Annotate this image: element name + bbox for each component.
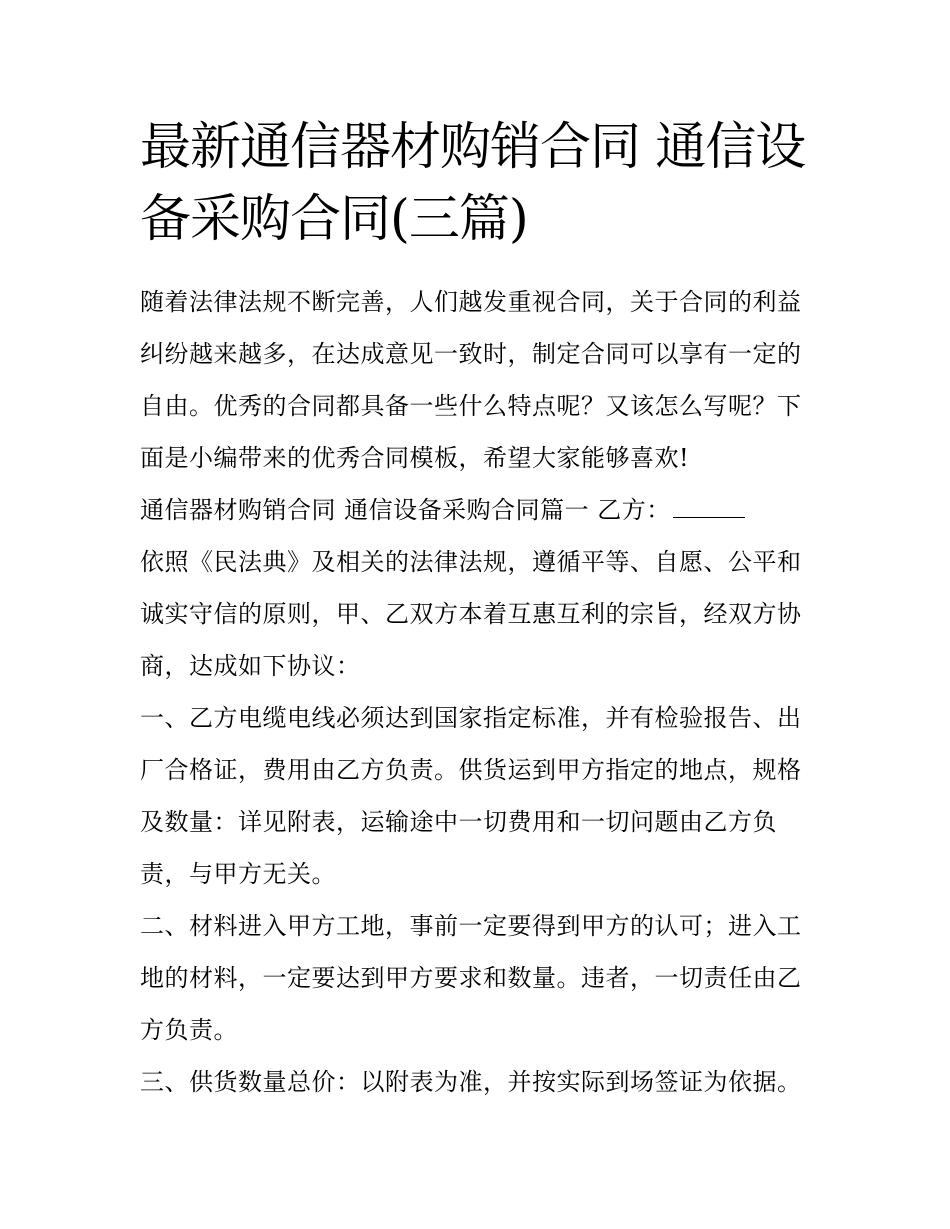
section-heading-text: 通信器材购销合同 通信设备采购合同篇一 乙方： xyxy=(140,496,671,524)
clause-1: 一、乙方电缆电线必须达到国家指定标准，并有检验报告、出厂合格证，费用由乙方负责。供货运到甲方指定的地点，规格及数量：详见附表，运输途中一切费用和一切问题由乙方负责，与甲方无关。 xyxy=(140,704,802,888)
document-title: 最新通信器材购销合同 通信设备采购合同(三篇) xyxy=(140,118,806,249)
preamble-paragraph: 依照《民法典》及相关的法律法规，遵循平等、自愿、公平和诚实守信的原则，甲、乙双方本着互惠互利的宗旨，经双方协商，达成如下协议： xyxy=(140,548,802,680)
intro-paragraph: 随着法律法规不断完善，人们越发重视合同，关于合同的利益纠纷越来越多，在达成意见一致时，制定合同可以享有一定的自由。优秀的合同都具备一些什么特点呢？又该怎么写呢？下面是小编带来的优秀合同模板，希望大家能够喜欢! xyxy=(140,288,802,472)
blank-line xyxy=(673,499,745,518)
section-heading xyxy=(140,484,820,536)
document-body xyxy=(140,276,820,1108)
clause-3: 三、供货数量总价：以附表为准，并按实际到场签证为依据。 xyxy=(140,1068,802,1096)
clause-2: 二、材料进入甲方工地，事前一定要得到甲方的认可；进入工地的材料，一定要达到甲方要求和数量。违者，一切责任由乙方负责。 xyxy=(140,912,802,1044)
